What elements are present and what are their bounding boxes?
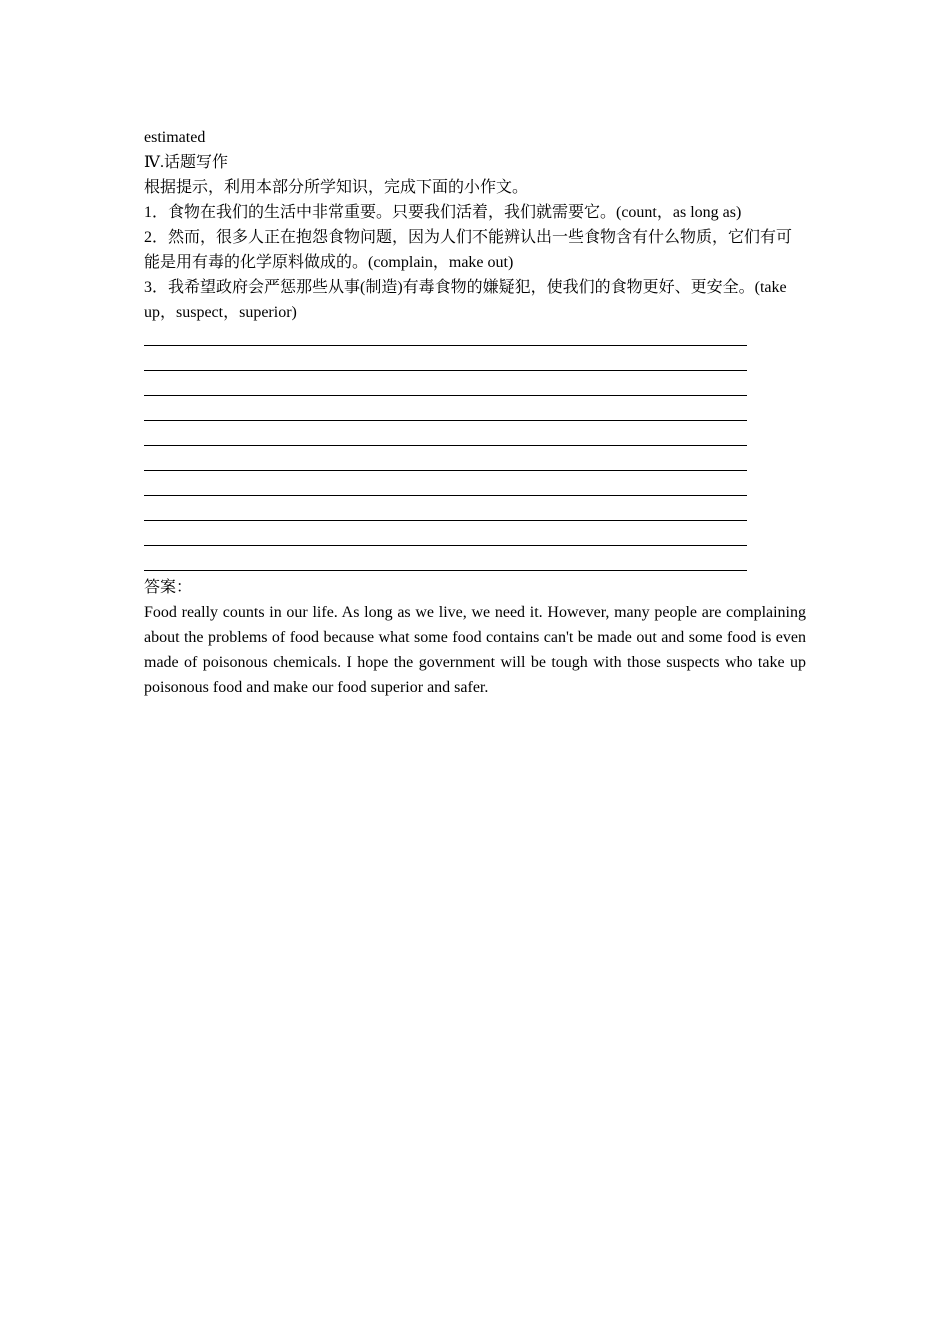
answer-text: Food really counts in our life. As long as we live, we need it. However, many people are complaining about the problems of food because what some food contains can't be made out and some food is even made of poisonous chemicals. I hope the government will be tough with those suspects who take up poisonous food and make our food superior and safer. (144, 604, 806, 696)
prompt-item-3: 3．我希望政府会严惩那些从事(制造)有毒食物的嫌疑犯，使我们的食物更好、更安全。(take up，suspect，superior) (144, 279, 787, 321)
writing-line[interactable] (144, 550, 806, 575)
prompt-item-1: 1．食物在我们的生活中非常重要。只要我们活着，我们就需要它。(count，as long as) (144, 204, 742, 221)
writing-area[interactable] (144, 325, 806, 575)
prompt-item-2: 2．然而，很多人正在抱怨食物问题，因为人们不能辨认出一些食物含有什么物质，它们有可能是用有毒的化学原料做成的。(complain，make out) (144, 229, 793, 271)
writing-line[interactable] (144, 325, 806, 350)
answer-label: 答案： (144, 579, 193, 596)
document-page (144, 125, 806, 700)
writing-line[interactable] (144, 350, 806, 375)
writing-line[interactable] (144, 375, 806, 400)
writing-line[interactable] (144, 475, 806, 500)
instruction: 根据提示，利用本部分所学知识，完成下面的小作文。 (144, 179, 529, 196)
writing-line[interactable] (144, 425, 806, 450)
section-title: Ⅳ.话题写作 (144, 154, 228, 171)
writing-line[interactable] (144, 500, 806, 525)
top-word: estimated (144, 129, 206, 146)
writing-line[interactable] (144, 525, 806, 550)
writing-line[interactable] (144, 450, 806, 475)
writing-line[interactable] (144, 400, 806, 425)
